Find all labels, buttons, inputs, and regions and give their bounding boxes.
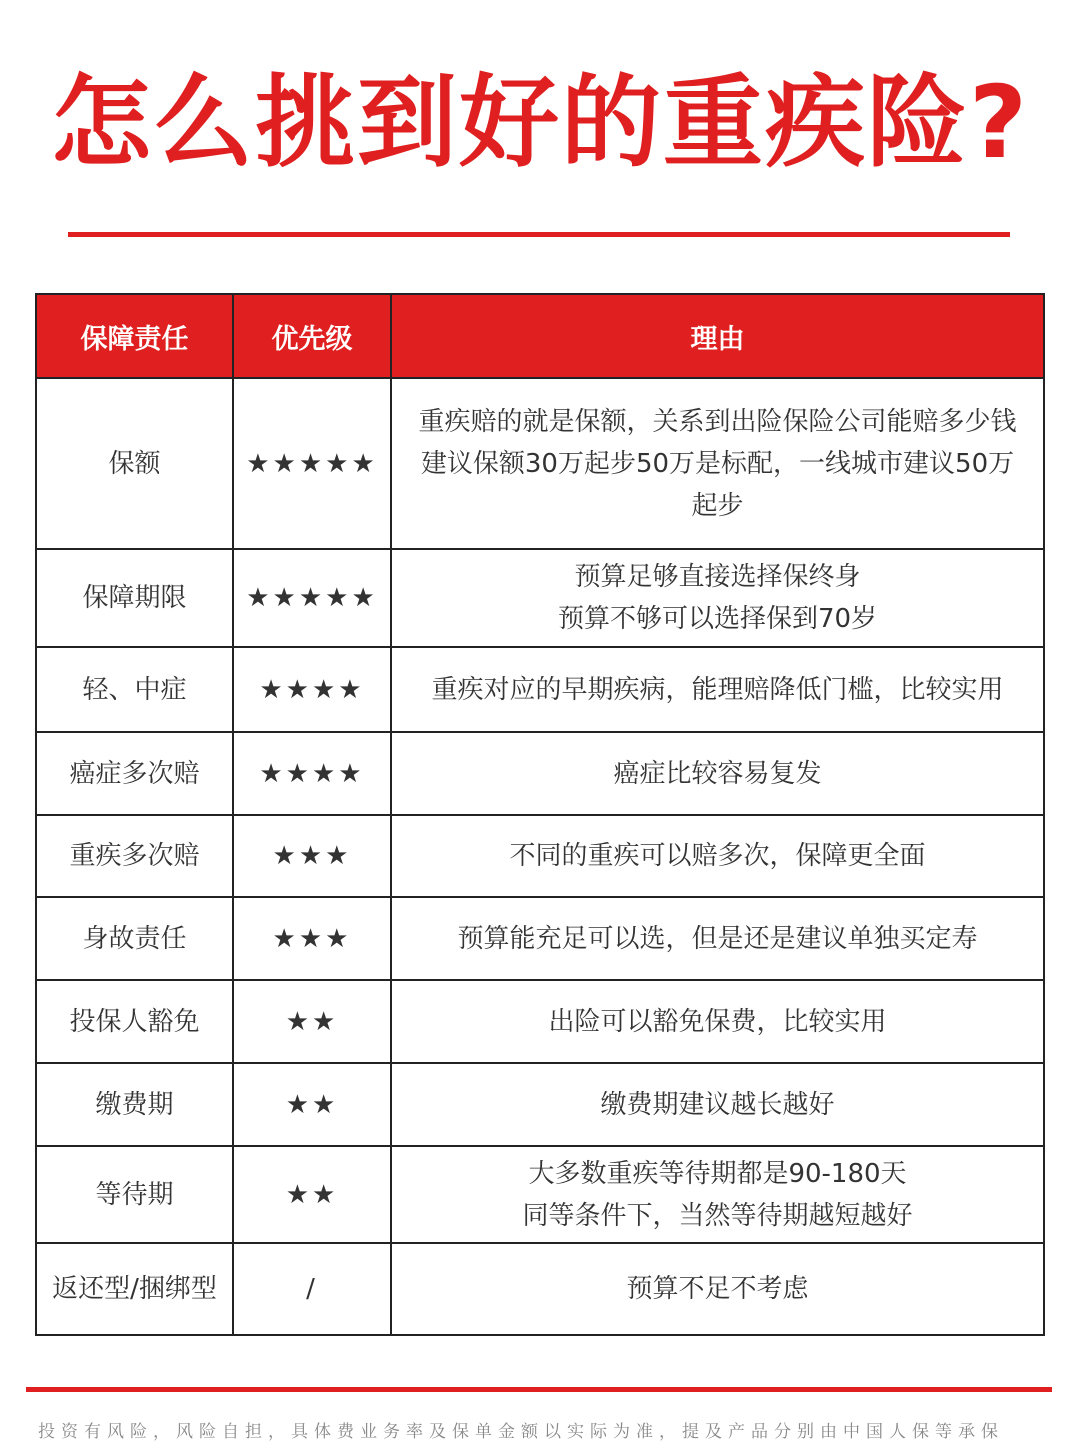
table-row — [36, 647, 1044, 732]
insurance-comparison-table — [35, 293, 1045, 1336]
coverage-cell: 等待期 — [36, 1146, 233, 1243]
priority-stars: ★★★★★ — [233, 378, 391, 549]
table-row — [36, 1146, 1044, 1243]
table-row — [36, 1243, 1044, 1335]
coverage-cell: 返还型/捆绑型 — [36, 1243, 233, 1335]
coverage-cell: 保额 — [36, 378, 233, 549]
table-row — [36, 815, 1044, 897]
header-priority: 优先级 — [233, 294, 391, 378]
reason-cell: 预算不足不考虑 — [391, 1243, 1044, 1335]
header-reason: 理由 — [391, 294, 1044, 378]
table-header-row — [36, 294, 1044, 378]
header-coverage: 保障责任 — [36, 294, 233, 378]
reason-cell: 预算能充足可以选，但是还是建议单独买定寿 — [391, 897, 1044, 980]
reason-cell: 大多数重疾等待期都是90-180天 同等条件下，当然等待期越短越好 — [391, 1146, 1044, 1243]
coverage-cell: 投保人豁免 — [36, 980, 233, 1063]
coverage-cell: 癌症多次赔 — [36, 732, 233, 815]
reason-cell: 重疾赔的就是保额，关系到出险保险公司能赔多少钱 建议保额30万起步50万是标配，一线城市建议50万 起步 — [391, 378, 1044, 549]
disclaimer-text: 投资有风险，风险自担，具体费业务率及保单金额以实际为准，提及产品分别由中国人保等承保 — [38, 1422, 1004, 1442]
coverage-cell: 保障期限 — [36, 549, 233, 647]
coverage-cell: 缴费期 — [36, 1063, 233, 1146]
reason-cell: 重疾对应的早期疾病，能理赔降低门槛，比较实用 — [391, 647, 1044, 732]
table-row — [36, 732, 1044, 815]
reason-cell: 不同的重疾可以赔多次，保障更全面 — [391, 815, 1044, 897]
reason-cell: 缴费期建议越长越好 — [391, 1063, 1044, 1146]
reason-cell: 出险可以豁免保费，比较实用 — [391, 980, 1044, 1063]
priority-stars: ★★ — [233, 980, 391, 1063]
page-title: 怎么挑到好的重疾险? — [50, 64, 1029, 181]
priority-stars: ★★★★ — [233, 732, 391, 815]
table-row — [36, 549, 1044, 647]
table-row — [36, 378, 1044, 549]
priority-stars: / — [233, 1243, 391, 1335]
coverage-cell: 轻、中症 — [36, 647, 233, 732]
table-row — [36, 1063, 1044, 1146]
title-divider — [68, 232, 1010, 237]
coverage-cell: 身故责任 — [36, 897, 233, 980]
reason-cell: 癌症比较容易复发 — [391, 732, 1044, 815]
coverage-cell: 重疾多次赔 — [36, 815, 233, 897]
priority-stars: ★★★★ — [233, 647, 391, 732]
priority-stars: ★★ — [233, 1063, 391, 1146]
priority-stars: ★★ — [233, 1146, 391, 1243]
table-row — [36, 980, 1044, 1063]
table-row — [36, 897, 1044, 980]
footer-divider — [26, 1387, 1052, 1392]
priority-stars: ★★★ — [233, 815, 391, 897]
reason-cell: 预算足够直接选择保终身 预算不够可以选择保到70岁 — [391, 549, 1044, 647]
priority-stars: ★★★★★ — [233, 549, 391, 647]
priority-stars: ★★★ — [233, 897, 391, 980]
